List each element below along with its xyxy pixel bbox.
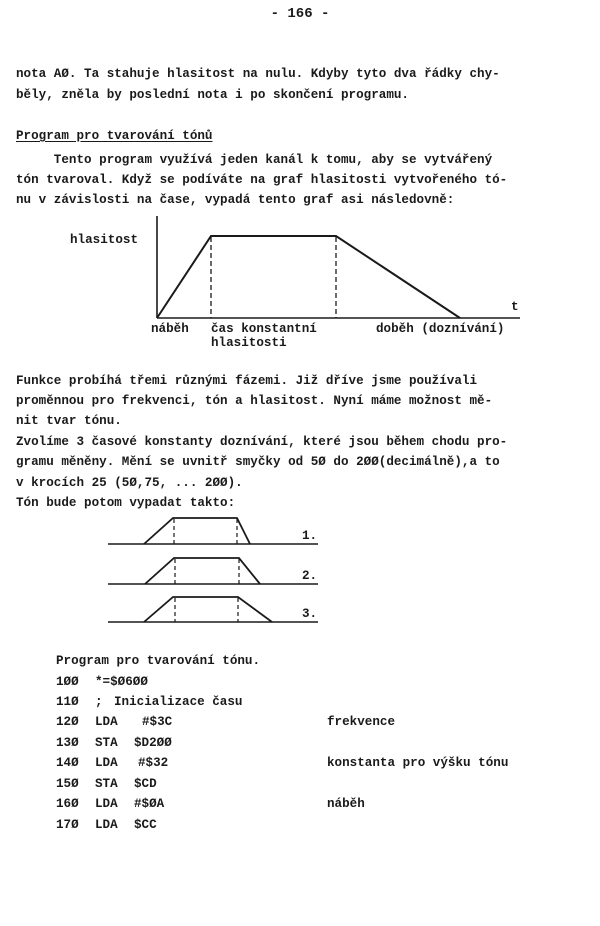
- paragraph-2-line-2: tón tvaroval. Když se podíváte na graf hlasitosti vytvořeného tó-: [16, 173, 508, 187]
- code-arg: Inicializace času: [114, 695, 243, 709]
- code-op: LDA: [95, 715, 118, 729]
- code-line-number: 17Ø: [56, 818, 79, 832]
- variant-label-3: 3.: [302, 607, 318, 621]
- paragraph-3-line-6: v krocích 25 (5Ø,75, ... 2ØØ).: [16, 476, 243, 490]
- y-axis-label: hlasitost: [70, 233, 139, 247]
- code-line-number: 1ØØ: [56, 675, 79, 689]
- code-arg: #$3C: [142, 715, 173, 729]
- code-arg: $D2ØØ: [134, 736, 172, 750]
- code-op: LDA: [95, 797, 118, 811]
- code-arg: $CD: [134, 777, 157, 791]
- paragraph-3-line-3: nit tvar tónu.: [16, 414, 122, 428]
- code-comment: frekvence: [327, 715, 396, 729]
- code-line-number: 11Ø: [56, 695, 79, 709]
- paragraph-3-line-7: Tón bude potom vypadat takto:: [16, 496, 236, 510]
- code-op: STA: [95, 777, 118, 791]
- code-arg: #$32: [138, 756, 169, 770]
- phase-label-attack: náběh: [151, 322, 189, 336]
- phase-label-sustain-1: čas konstantní: [211, 322, 317, 336]
- x-axis-label: t: [511, 300, 519, 314]
- code-op: ;: [95, 695, 103, 709]
- code-comment: konstanta pro výšku tónu: [327, 756, 509, 770]
- paragraph-3-line-1: Funkce probíhá třemi různými fázemi. Již dříve jsme používali: [16, 374, 478, 388]
- paragraph-2-line-1: Tento program využívá jeden kanál k tomu, aby se vytvářený: [16, 153, 493, 167]
- code-line-number: 13Ø: [56, 736, 79, 750]
- paragraph-1-line-1: nota AØ. Ta stahuje hlasitost na nulu. Kdyby tyto dva řádky chy-: [16, 67, 500, 81]
- envelope-line: [157, 236, 460, 318]
- code-line-number: 15Ø: [56, 777, 79, 791]
- code-arg: #$ØA: [134, 797, 165, 811]
- paragraph-3-line-5: gramu měněny. Mění se uvnitř smyčky od 5Ø do 2ØØ(decimálně),a to: [16, 455, 500, 469]
- phase-label-decay: doběh (doznívání): [376, 322, 505, 336]
- code-arg: $CC: [134, 818, 157, 832]
- code-line-number: 12Ø: [56, 715, 79, 729]
- envelope-variants-chart: [108, 518, 318, 622]
- paragraph-1-line-2: běly, zněla by poslední nota i po skončení programu.: [16, 88, 409, 102]
- code-line-number: 16Ø: [56, 797, 79, 811]
- section-heading: Program pro tvarování tónů: [16, 129, 213, 143]
- paragraph-3-line-2: proměnnou pro frekvenci, tón a hlasitost. Nyní máme možnost mě-: [16, 394, 493, 408]
- code-op: LDA: [95, 756, 118, 770]
- program-title: Program pro tvarování tónu.: [56, 654, 261, 668]
- code-op: LDA: [95, 818, 118, 832]
- code-comment: náběh: [327, 797, 365, 811]
- code-op: *=$Ø6ØØ: [95, 675, 148, 689]
- code-op: STA: [95, 736, 118, 750]
- variant-label-1: 1.: [302, 529, 318, 543]
- phase-label-sustain-2: hlasitosti: [211, 336, 287, 350]
- paragraph-3-line-4: Zvolíme 3 časové konstanty doznívání, které jsou během chodu pro-: [16, 435, 508, 449]
- code-line-number: 14Ø: [56, 756, 79, 770]
- page-number: - 166 -: [270, 6, 330, 22]
- paragraph-2-line-3: nu v závislosti na čase, vypadá tento graf asi následovně:: [16, 193, 455, 207]
- variant-label-2: 2.: [302, 569, 318, 583]
